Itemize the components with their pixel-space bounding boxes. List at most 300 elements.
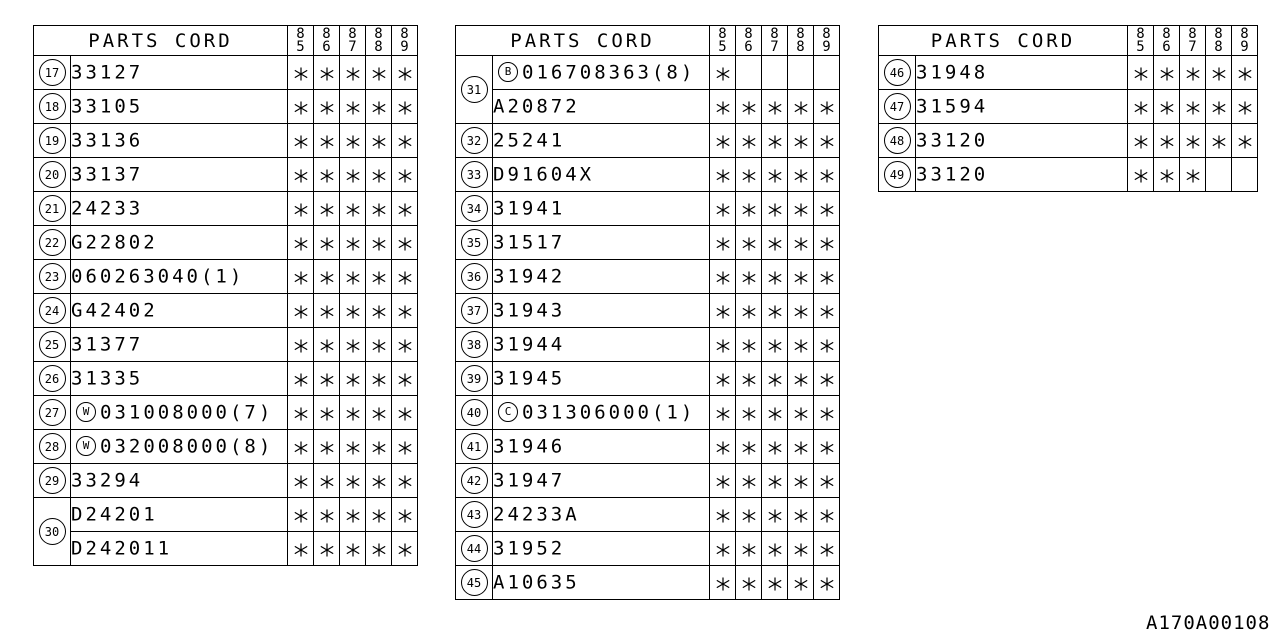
- ref-number-badge: 22: [39, 229, 66, 256]
- asterisk-icon: [716, 373, 730, 387]
- applicability-mark-cell: [288, 124, 314, 158]
- applicability-mark-cell: [736, 226, 762, 260]
- applicability-mark-cell: [340, 124, 366, 158]
- ref-number-cell: [34, 226, 71, 260]
- ref-number-badge: 47: [884, 93, 911, 120]
- ref-number-cell: [456, 566, 493, 600]
- applicability-mark-cell: [736, 124, 762, 158]
- applicability-mark-cell: [366, 464, 392, 498]
- ref-number-cell: [34, 396, 71, 430]
- part-row: [879, 124, 1258, 158]
- applicability-mark-cell: [340, 90, 366, 124]
- ref-number-cell: [34, 362, 71, 396]
- header-row: [456, 26, 840, 56]
- asterisk-icon: [716, 169, 730, 183]
- applicability-mark-cell: [392, 124, 418, 158]
- applicability-mark-cell: [1128, 90, 1154, 124]
- parts-table: [878, 25, 1258, 192]
- asterisk-icon: [794, 543, 808, 557]
- applicability-mark-cell: [788, 362, 814, 396]
- applicability-mark-cell: [736, 294, 762, 328]
- part-code: 31944: [493, 333, 566, 356]
- applicability-mark-cell: [762, 56, 788, 90]
- year-digit-bottom: 5: [1136, 38, 1145, 55]
- year-digit-bottom: 7: [1188, 38, 1197, 55]
- part-code-cell: [71, 396, 288, 430]
- applicability-mark-cell: [710, 430, 736, 464]
- applicability-mark-cell: [710, 56, 736, 90]
- parts-table: [455, 25, 840, 600]
- ref-number-cell: [456, 56, 493, 124]
- part-row: [456, 260, 840, 294]
- asterisk-icon: [716, 441, 730, 455]
- ref-number-badge: 49: [884, 161, 911, 188]
- ref-number-cell: [34, 328, 71, 362]
- part-code-cell: [493, 260, 710, 294]
- applicability-mark-cell: [814, 90, 840, 124]
- year-column-header: [366, 26, 392, 56]
- part-row: [879, 90, 1258, 124]
- asterisk-icon: [320, 135, 334, 149]
- asterisk-icon: [346, 203, 360, 217]
- applicability-mark-cell: [736, 56, 762, 90]
- asterisk-icon: [398, 203, 412, 217]
- asterisk-icon: [372, 237, 386, 251]
- asterisk-icon: [294, 67, 308, 81]
- asterisk-icon: [320, 271, 334, 285]
- asterisk-icon: [794, 135, 808, 149]
- asterisk-icon: [372, 543, 386, 557]
- applicability-mark-cell: [1206, 158, 1232, 192]
- applicability-mark-cell: [314, 260, 340, 294]
- asterisk-icon: [372, 441, 386, 455]
- letter-badge: C: [498, 402, 518, 422]
- asterisk-icon: [1134, 67, 1148, 81]
- part-code-cell: [71, 124, 288, 158]
- ref-number-cell: [456, 328, 493, 362]
- part-code: G22802: [71, 231, 158, 254]
- asterisk-icon: [716, 237, 730, 251]
- part-row: [879, 158, 1258, 192]
- applicability-mark-cell: [814, 464, 840, 498]
- part-row: [456, 124, 840, 158]
- asterisk-icon: [398, 237, 412, 251]
- year-digit-top: 8: [1240, 25, 1249, 42]
- part-code-cell: [493, 158, 710, 192]
- applicability-mark-cell: [762, 158, 788, 192]
- ref-number-badge: 43: [461, 501, 488, 528]
- asterisk-icon: [320, 339, 334, 353]
- year-digit-bottom: 6: [322, 38, 331, 55]
- applicability-mark-cell: [710, 396, 736, 430]
- applicability-mark-cell: [1180, 158, 1206, 192]
- ref-number-cell: [34, 158, 71, 192]
- parts-table-head: [34, 26, 418, 56]
- part-code-cell: [916, 56, 1128, 90]
- applicability-mark-cell: [288, 362, 314, 396]
- asterisk-icon: [794, 169, 808, 183]
- part-code: 33136: [71, 129, 144, 152]
- ref-number-cell: [879, 56, 916, 90]
- asterisk-icon: [1186, 135, 1200, 149]
- part-row: [34, 294, 418, 328]
- applicability-mark-cell: [814, 124, 840, 158]
- applicability-mark-cell: [814, 260, 840, 294]
- part-code: 31335: [71, 367, 144, 390]
- part-code: 31943: [493, 299, 566, 322]
- ref-number-badge: 24: [39, 297, 66, 324]
- year-digit-top: 8: [796, 25, 805, 42]
- ref-number-cell: [456, 464, 493, 498]
- asterisk-icon: [716, 339, 730, 353]
- applicability-mark-cell: [814, 192, 840, 226]
- year-column-header: [314, 26, 340, 56]
- part-code-cell: [493, 566, 710, 600]
- year-column-header: [1154, 26, 1180, 56]
- part-row: [34, 56, 418, 90]
- ref-number-badge: 37: [461, 297, 488, 324]
- part-code-cell: [493, 90, 710, 124]
- applicability-mark-cell: [710, 226, 736, 260]
- applicability-mark-cell: [392, 260, 418, 294]
- asterisk-icon: [768, 441, 782, 455]
- part-code-cell: [493, 294, 710, 328]
- year-column-header: [288, 26, 314, 56]
- asterisk-icon: [398, 509, 412, 523]
- asterisk-icon: [372, 339, 386, 353]
- parts-table: [33, 25, 418, 566]
- applicability-mark-cell: [288, 294, 314, 328]
- ref-number-cell: [456, 158, 493, 192]
- ref-number-badge: 44: [461, 535, 488, 562]
- asterisk-icon: [1238, 67, 1252, 81]
- applicability-mark-cell: [1232, 90, 1258, 124]
- ref-number-badge: 20: [39, 161, 66, 188]
- ref-number-cell: [456, 192, 493, 226]
- asterisk-icon: [716, 135, 730, 149]
- part-code-cell: [916, 158, 1128, 192]
- applicability-mark-cell: [392, 192, 418, 226]
- parts-table-body: [879, 56, 1258, 192]
- asterisk-icon: [294, 509, 308, 523]
- asterisk-icon: [820, 237, 834, 251]
- applicability-mark-cell: [366, 124, 392, 158]
- applicability-mark-cell: [814, 566, 840, 600]
- asterisk-icon: [1134, 101, 1148, 115]
- letter-badge: W: [76, 436, 96, 456]
- asterisk-icon: [794, 475, 808, 489]
- asterisk-icon: [398, 441, 412, 455]
- applicability-mark-cell: [366, 192, 392, 226]
- applicability-mark-cell: [1154, 56, 1180, 90]
- asterisk-icon: [346, 475, 360, 489]
- asterisk-icon: [794, 407, 808, 421]
- part-row: [456, 362, 840, 396]
- applicability-mark-cell: [340, 430, 366, 464]
- applicability-mark-cell: [366, 56, 392, 90]
- applicability-mark-cell: [710, 124, 736, 158]
- asterisk-icon: [820, 577, 834, 591]
- applicability-mark-cell: [392, 532, 418, 566]
- applicability-mark-cell: [762, 328, 788, 362]
- applicability-mark-cell: [762, 532, 788, 566]
- left-parts-table: [33, 25, 418, 566]
- part-row: [34, 498, 418, 532]
- applicability-mark-cell: [1180, 56, 1206, 90]
- applicability-mark-cell: [1154, 90, 1180, 124]
- applicability-mark-cell: [366, 158, 392, 192]
- part-code: 032008000(8): [100, 435, 274, 458]
- applicability-mark-cell: [314, 328, 340, 362]
- asterisk-icon: [346, 373, 360, 387]
- asterisk-icon: [820, 305, 834, 319]
- ref-number-cell: [879, 158, 916, 192]
- applicability-mark-cell: [314, 362, 340, 396]
- applicability-mark-cell: [736, 430, 762, 464]
- header-row: [879, 26, 1258, 56]
- applicability-mark-cell: [340, 498, 366, 532]
- applicability-mark-cell: [1232, 56, 1258, 90]
- applicability-mark-cell: [392, 56, 418, 90]
- asterisk-icon: [820, 543, 834, 557]
- applicability-mark-cell: [340, 158, 366, 192]
- asterisk-icon: [768, 169, 782, 183]
- parts-table-body: [456, 56, 840, 600]
- applicability-mark-cell: [1206, 56, 1232, 90]
- asterisk-icon: [372, 407, 386, 421]
- applicability-mark-cell: [762, 90, 788, 124]
- applicability-mark-cell: [1206, 90, 1232, 124]
- ref-number-badge: 36: [461, 263, 488, 290]
- part-code-cell: [493, 396, 710, 430]
- year-digit-bottom: 8: [796, 38, 805, 55]
- part-code: 33105: [71, 95, 144, 118]
- part-row: [34, 430, 418, 464]
- part-row: [34, 328, 418, 362]
- part-row: [456, 90, 840, 124]
- applicability-mark-cell: [736, 532, 762, 566]
- applicability-mark-cell: [366, 532, 392, 566]
- year-digit-bottom: 9: [1240, 38, 1249, 55]
- asterisk-icon: [294, 271, 308, 285]
- asterisk-icon: [320, 169, 334, 183]
- ref-number-badge: 48: [884, 127, 911, 154]
- applicability-mark-cell: [788, 566, 814, 600]
- applicability-mark-cell: [288, 90, 314, 124]
- parts-cord-header: PARTS CORD: [879, 26, 1128, 56]
- asterisk-icon: [1134, 135, 1148, 149]
- applicability-mark-cell: [710, 192, 736, 226]
- asterisk-icon: [372, 271, 386, 285]
- applicability-mark-cell: [762, 396, 788, 430]
- asterisk-icon: [768, 305, 782, 319]
- drawing-number: A170A00108: [1146, 612, 1271, 634]
- part-code: 25241: [493, 129, 566, 152]
- asterisk-icon: [794, 441, 808, 455]
- asterisk-icon: [346, 441, 360, 455]
- parts-table-head: [879, 26, 1258, 56]
- applicability-mark-cell: [710, 260, 736, 294]
- part-code: 016708363(8): [522, 61, 696, 84]
- applicability-mark-cell: [392, 294, 418, 328]
- part-code-cell: [493, 362, 710, 396]
- asterisk-icon: [820, 509, 834, 523]
- ref-number-badge: 38: [461, 331, 488, 358]
- applicability-mark-cell: [762, 124, 788, 158]
- ref-number-badge: 33: [461, 161, 488, 188]
- part-code-cell: [916, 124, 1128, 158]
- ref-number-badge: 34: [461, 195, 488, 222]
- asterisk-icon: [294, 475, 308, 489]
- applicability-mark-cell: [392, 362, 418, 396]
- part-row: [34, 532, 418, 566]
- asterisk-icon: [398, 407, 412, 421]
- asterisk-icon: [716, 271, 730, 285]
- part-code-cell: [493, 226, 710, 260]
- applicability-mark-cell: [814, 294, 840, 328]
- applicability-mark-cell: [392, 158, 418, 192]
- part-code-cell: [71, 294, 288, 328]
- part-row: [34, 464, 418, 498]
- part-code-cell: [71, 464, 288, 498]
- asterisk-icon: [742, 135, 756, 149]
- applicability-mark-cell: [314, 396, 340, 430]
- part-code: 31377: [71, 333, 144, 356]
- applicability-mark-cell: [788, 498, 814, 532]
- ref-number-badge: 25: [39, 331, 66, 358]
- applicability-mark-cell: [736, 362, 762, 396]
- part-code: D91604X: [493, 163, 595, 186]
- asterisk-icon: [294, 543, 308, 557]
- year-digit-bottom: 5: [718, 38, 727, 55]
- year-column-header: [788, 26, 814, 56]
- ref-number-badge: 29: [39, 467, 66, 494]
- asterisk-icon: [398, 271, 412, 285]
- asterisk-icon: [820, 407, 834, 421]
- asterisk-icon: [768, 271, 782, 285]
- asterisk-icon: [820, 373, 834, 387]
- year-digit-bottom: 7: [348, 38, 357, 55]
- asterisk-icon: [372, 475, 386, 489]
- applicability-mark-cell: [710, 362, 736, 396]
- applicability-mark-cell: [710, 532, 736, 566]
- asterisk-icon: [1186, 101, 1200, 115]
- applicability-mark-cell: [788, 90, 814, 124]
- ref-number-badge: 30: [39, 518, 66, 545]
- asterisk-icon: [346, 407, 360, 421]
- asterisk-icon: [742, 407, 756, 421]
- ref-number-cell: [879, 90, 916, 124]
- ref-number-cell: [456, 362, 493, 396]
- ref-number-cell: [34, 90, 71, 124]
- applicability-mark-cell: [288, 56, 314, 90]
- year-digit-top: 8: [744, 25, 753, 42]
- applicability-mark-cell: [288, 498, 314, 532]
- applicability-mark-cell: [314, 226, 340, 260]
- applicability-mark-cell: [788, 464, 814, 498]
- middle-parts-table: [455, 25, 840, 600]
- asterisk-icon: [398, 169, 412, 183]
- ref-number-badge: 41: [461, 433, 488, 460]
- year-digit-top: 8: [1136, 25, 1145, 42]
- part-code-cell: [493, 56, 710, 90]
- asterisk-icon: [768, 475, 782, 489]
- applicability-mark-cell: [814, 396, 840, 430]
- ref-number-cell: [34, 430, 71, 464]
- asterisk-icon: [320, 509, 334, 523]
- applicability-mark-cell: [314, 532, 340, 566]
- ref-number-badge: 27: [39, 399, 66, 426]
- asterisk-icon: [742, 509, 756, 523]
- asterisk-icon: [398, 475, 412, 489]
- year-column-header: [1180, 26, 1206, 56]
- asterisk-icon: [320, 305, 334, 319]
- applicability-mark-cell: [710, 158, 736, 192]
- year-column-header: [1232, 26, 1258, 56]
- ref-number-badge: 21: [39, 195, 66, 222]
- applicability-mark-cell: [710, 464, 736, 498]
- applicability-mark-cell: [710, 566, 736, 600]
- applicability-mark-cell: [762, 498, 788, 532]
- asterisk-icon: [346, 135, 360, 149]
- applicability-mark-cell: [288, 464, 314, 498]
- part-code-cell: [71, 498, 288, 532]
- part-code-cell: [71, 158, 288, 192]
- applicability-mark-cell: [314, 124, 340, 158]
- asterisk-icon: [320, 237, 334, 251]
- letter-badge: B: [498, 62, 518, 82]
- applicability-mark-cell: [814, 362, 840, 396]
- applicability-mark-cell: [392, 464, 418, 498]
- asterisk-icon: [716, 543, 730, 557]
- asterisk-icon: [346, 101, 360, 115]
- year-digit-top: 8: [718, 25, 727, 42]
- applicability-mark-cell: [1180, 90, 1206, 124]
- asterisk-icon: [1160, 101, 1174, 115]
- applicability-mark-cell: [710, 90, 736, 124]
- part-code-cell: [493, 192, 710, 226]
- part-row: [456, 294, 840, 328]
- part-row: [34, 90, 418, 124]
- part-row: [34, 226, 418, 260]
- ref-number-cell: [34, 294, 71, 328]
- applicability-mark-cell: [1128, 56, 1154, 90]
- asterisk-icon: [742, 305, 756, 319]
- applicability-mark-cell: [392, 328, 418, 362]
- year-digit-top: 8: [1162, 25, 1171, 42]
- applicability-mark-cell: [762, 294, 788, 328]
- part-code: 24233A: [493, 503, 580, 526]
- applicability-mark-cell: [814, 56, 840, 90]
- part-row: [34, 260, 418, 294]
- year-digit-top: 8: [322, 25, 331, 42]
- part-code: 33120: [916, 163, 989, 186]
- applicability-mark-cell: [288, 192, 314, 226]
- part-code-cell: [493, 464, 710, 498]
- asterisk-icon: [716, 101, 730, 115]
- part-row: [456, 532, 840, 566]
- asterisk-icon: [768, 509, 782, 523]
- asterisk-icon: [820, 203, 834, 217]
- applicability-mark-cell: [314, 294, 340, 328]
- applicability-mark-cell: [340, 226, 366, 260]
- ref-number-badge: 31: [461, 76, 488, 103]
- part-code: 31945: [493, 367, 566, 390]
- asterisk-icon: [372, 305, 386, 319]
- applicability-mark-cell: [288, 328, 314, 362]
- part-code: D242011: [71, 537, 173, 560]
- ref-number-cell: [456, 226, 493, 260]
